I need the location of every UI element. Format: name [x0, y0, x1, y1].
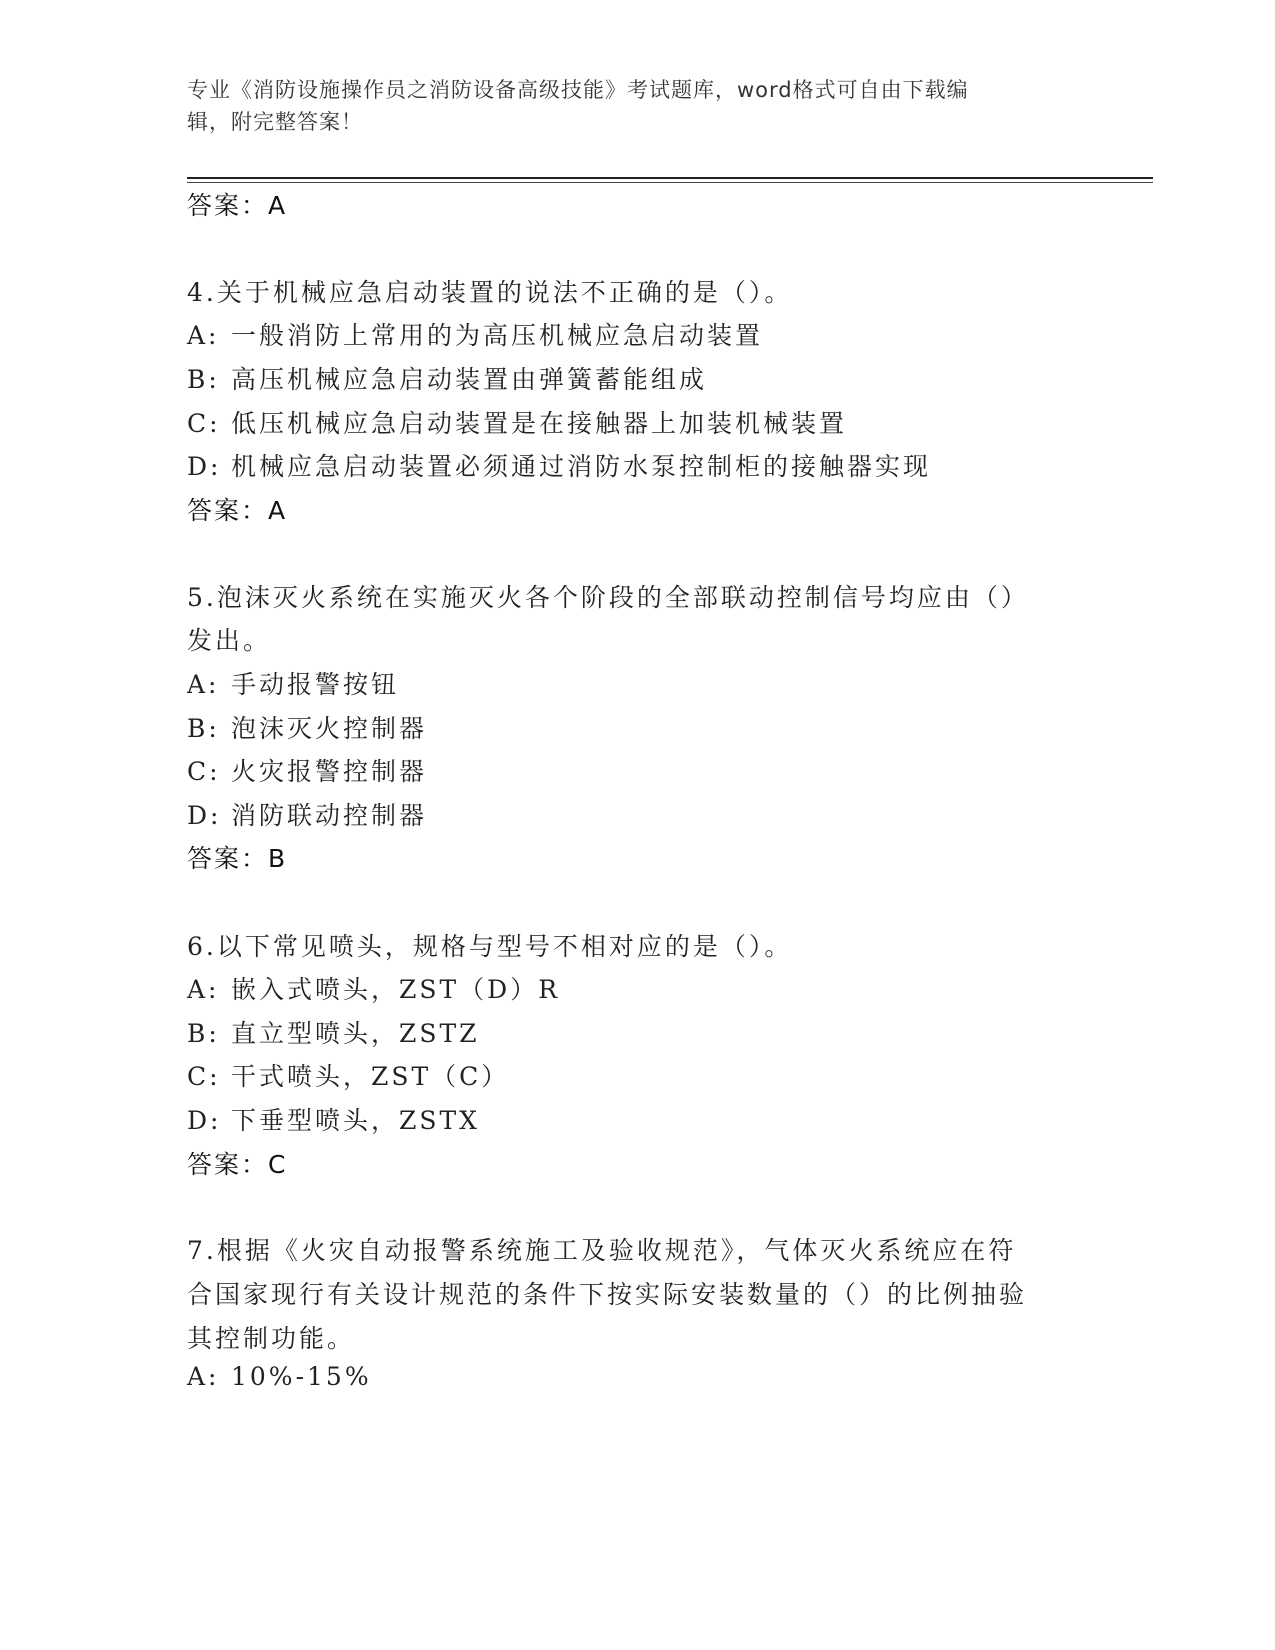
question-4-option-c [187, 404, 847, 440]
question-5-option-c [187, 752, 427, 788]
document-header [187, 74, 1067, 138]
question-6-option-a [187, 970, 560, 1006]
option-text: 消防联动控制器 [231, 801, 428, 830]
question-5-option-a [187, 665, 399, 701]
option-text: 火灾报警控制器 [231, 757, 428, 786]
question-7-option-a [187, 1362, 372, 1391]
question-5-stem-line-1: 5.泡沫灭火系统在实施灭火各个阶段的全部联动控制信号均应由（） [187, 583, 1029, 612]
question-4-option-d [187, 447, 931, 483]
option-letter: B: [187, 1019, 220, 1048]
option-text: 手动报警按钮 [231, 670, 400, 699]
question-6-option-c [187, 1057, 509, 1093]
question-5-stem-line-2: 发出。 [187, 626, 272, 655]
option-letter: D: [187, 452, 222, 481]
option-letter: C: [187, 409, 221, 438]
header-line-2: 辑，附完整答案！ [187, 110, 363, 134]
option-text: 干式喷头，ZST（C） [231, 1062, 510, 1091]
header-divider-thin [187, 182, 1153, 183]
question-6-answer: 答案：C [187, 1150, 288, 1179]
option-letter: A: [187, 670, 220, 699]
option-letter: C: [187, 757, 221, 786]
option-letter: B: [187, 714, 220, 743]
question-5-option-d [187, 796, 427, 832]
option-text: 直立型喷头，ZSTZ [231, 1019, 480, 1048]
question-7-stem-line-3: 其控制功能。 [187, 1324, 356, 1353]
option-text: 嵌入式喷头，ZST（D）R [231, 975, 561, 1004]
option-text: 下垂型喷头，ZSTX [231, 1106, 480, 1135]
option-text: 高压机械应急启动装置由弹簧蓄能组成 [231, 365, 708, 394]
question-7-stem-line-1: 7.根据《火灾自动报警系统施工及验收规范》，气体灭火系统应在符 [187, 1236, 1017, 1265]
question-5-option-b [187, 709, 427, 745]
option-text: 泡沫灭火控制器 [231, 714, 428, 743]
header-divider-thick [187, 177, 1153, 179]
question-7-stem-line-2: 合国家现行有关设计规范的条件下按实际安装数量的（）的比例抽验 [187, 1280, 1028, 1309]
option-letter: D: [187, 1106, 222, 1135]
question-6-stem: 6.以下常见喷头，规格与型号不相对应的是（）。 [187, 932, 793, 961]
option-letter: B: [187, 365, 220, 394]
option-letter: A: [187, 975, 220, 1004]
option-letter: D: [187, 801, 222, 830]
answer-previous: 答案：A [187, 191, 288, 220]
option-letter: C: [187, 1062, 221, 1091]
option-letter: A: [187, 1362, 220, 1391]
question-6-option-d [187, 1101, 480, 1137]
question-4-answer: 答案：A [187, 496, 288, 525]
header-line-1: 专业《消防设施操作员之消防设备高级技能》考试题库，word格式可自由下载编 [187, 78, 969, 102]
option-text: 机械应急启动装置必须通过消防水泵控制柜的接触器实现 [231, 452, 932, 481]
option-text: 低压机械应急启动装置是在接触器上加装机械装置 [231, 409, 848, 438]
option-text: 一般消防上常用的为高压机械应急启动装置 [231, 321, 764, 350]
option-letter: A: [187, 321, 220, 350]
question-4-stem: 4.关于机械应急启动装置的说法不正确的是（）。 [187, 278, 793, 307]
option-text: 10%-15% [231, 1362, 372, 1391]
question-4-option-b [187, 360, 707, 396]
question-4-option-a [187, 316, 763, 352]
question-6-option-b [187, 1014, 480, 1050]
question-5-answer: 答案：B [187, 844, 288, 873]
